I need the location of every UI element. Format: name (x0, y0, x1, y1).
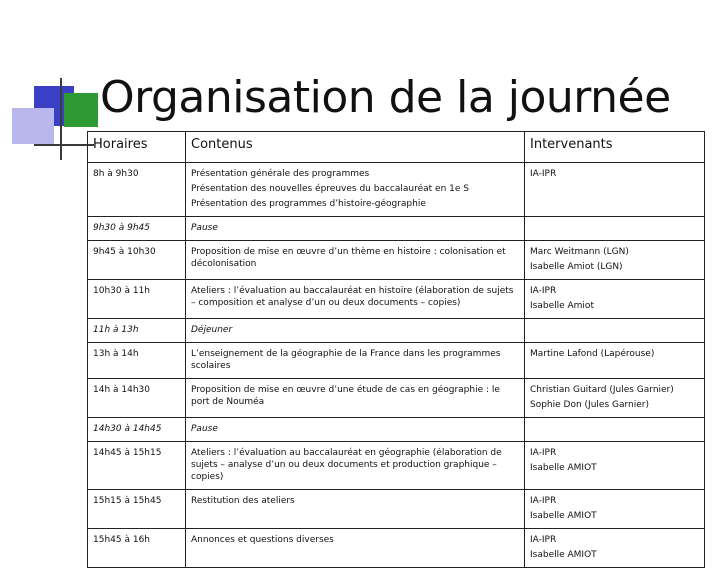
table-row (88, 319, 705, 343)
table-row (88, 280, 705, 319)
cell-speakers (525, 217, 705, 241)
content-line: Pause (191, 424, 218, 434)
speaker-line: IA-IPR (530, 169, 557, 179)
cell-content (186, 418, 525, 442)
table-row (88, 418, 705, 442)
cell-time: 14h45 à 15h15 (88, 442, 186, 490)
table-header-row (88, 132, 705, 163)
cell-content (186, 217, 525, 241)
cell-content (186, 442, 525, 490)
header-intervenants: Intervenants (525, 132, 705, 163)
speaker-line: Isabelle AMIOT (530, 550, 597, 560)
cell-time: 14h30 à 14h45 (88, 418, 186, 442)
cell-content (186, 163, 525, 217)
cell-speakers (525, 490, 705, 529)
cell-speakers (525, 343, 705, 379)
schedule-table (87, 131, 705, 568)
table-row (88, 217, 705, 241)
cell-speakers (525, 241, 705, 280)
content-line: Présentation des nouvelles épreuves du baccalauréat en 1e S (191, 184, 469, 194)
table-row (88, 442, 705, 490)
cell-speakers (525, 319, 705, 343)
content-line: L’enseignement de la géographie de la France dans les programmes scolaires (191, 349, 501, 371)
speaker-line: IA-IPR (530, 535, 557, 545)
cell-content (186, 343, 525, 379)
cell-speakers (525, 163, 705, 217)
cell-time: 14h à 14h30 (88, 379, 186, 418)
decor-square-green (64, 93, 98, 127)
cell-time: 9h45 à 10h30 (88, 241, 186, 280)
table-row (88, 490, 705, 529)
speaker-line: Christian Guitard (Jules Garnier) (530, 385, 674, 395)
content-line: Déjeuner (191, 325, 233, 335)
cell-content (186, 241, 525, 280)
content-line: Proposition de mise en œuvre d’une étude de cas en géographie : le port de Nouméa (191, 385, 500, 407)
decor-line-vertical (60, 78, 62, 160)
speaker-line: IA-IPR (530, 286, 557, 296)
table-row (88, 241, 705, 280)
content-line: Présentation générale des programmes (191, 169, 370, 179)
content-line: Annonces et questions diverses (191, 535, 334, 545)
cell-content (186, 490, 525, 529)
table-row (88, 529, 705, 568)
content-line: Proposition de mise en œuvre d’un thème en histoire : colonisation et décolonisation (191, 247, 506, 269)
cell-time: 10h30 à 11h (88, 280, 186, 319)
speaker-line: Isabelle AMIOT (530, 463, 597, 473)
cell-time: 9h30 à 9h45 (88, 217, 186, 241)
cell-time: 13h à 14h (88, 343, 186, 379)
content-line: Restitution des ateliers (191, 496, 295, 506)
speaker-line: Marc Weitmann (LGN) (530, 247, 629, 257)
header-horaires: Horaires (88, 132, 186, 163)
cell-content (186, 280, 525, 319)
speaker-line: Isabelle Amiot (LGN) (530, 262, 623, 272)
decor-square-lilac (12, 108, 54, 144)
table-row (88, 343, 705, 379)
decor-line-horizontal (34, 144, 94, 146)
cell-time: 15h15 à 15h45 (88, 490, 186, 529)
cell-content (186, 319, 525, 343)
cell-content (186, 379, 525, 418)
cell-speakers (525, 280, 705, 319)
content-line: Pause (191, 223, 218, 233)
cell-speakers (525, 529, 705, 568)
table-row (88, 163, 705, 217)
speaker-line: IA-IPR (530, 448, 557, 458)
table-row (88, 379, 705, 418)
content-line: Ateliers : l’évaluation au baccalauréat en histoire (élaboration de sujets – composition et analyse d’un ou deux documents – copies) (191, 286, 514, 308)
speaker-line: Isabelle Amiot (530, 301, 594, 311)
cell-time: 11h à 13h (88, 319, 186, 343)
header-contenus: Contenus (186, 132, 525, 163)
cell-speakers (525, 442, 705, 490)
cell-speakers (525, 418, 705, 442)
cell-content (186, 529, 525, 568)
content-line: Présentation des programmes d’histoire-géographie (191, 199, 426, 209)
speaker-line: Martine Lafond (Lapérouse) (530, 349, 655, 359)
cell-speakers (525, 379, 705, 418)
speaker-line: Isabelle AMIOT (530, 511, 597, 521)
cell-time: 8h à 9h30 (88, 163, 186, 217)
page-title: Organisation de la journée (100, 72, 671, 123)
cell-time: 15h45 à 16h (88, 529, 186, 568)
content-line: Ateliers : l’évaluation au baccalauréat en géographie (élaboration de sujets – analyse d’un ou deux documents et production graphique – copies) (191, 448, 502, 482)
speaker-line: Sophie Don (Jules Garnier) (530, 400, 649, 410)
speaker-line: IA-IPR (530, 496, 557, 506)
